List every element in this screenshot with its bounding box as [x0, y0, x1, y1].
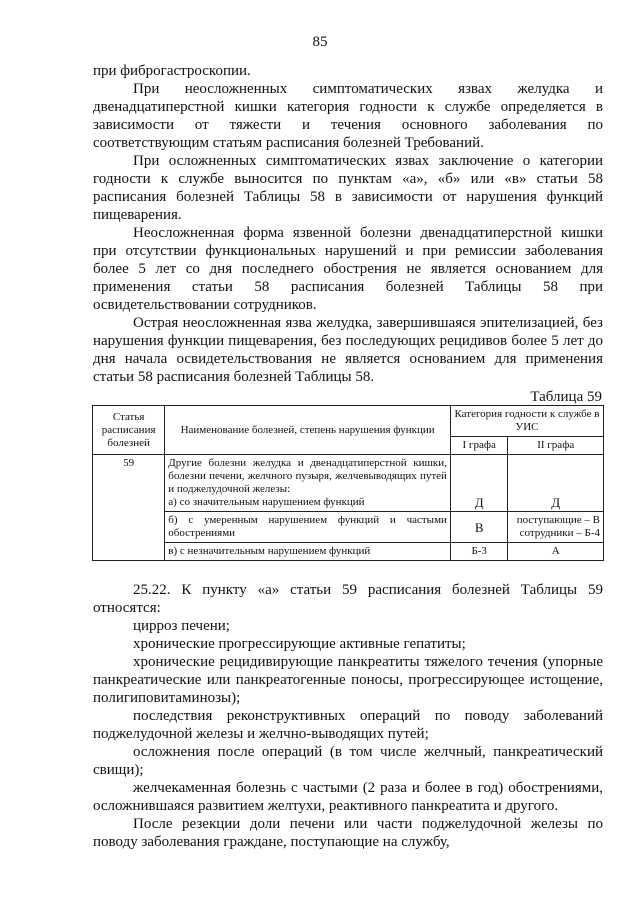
disease-table [92, 405, 604, 561]
paragraph: при фиброгастроскопии. [93, 63, 251, 79]
header-graph2: II графа [508, 437, 604, 455]
top-text-block [93, 62, 603, 386]
paragraph: Острая неосложненная язва желудка, завершившаяся эпителизацией, без нарушения функции пищеварения, без последующих рецидивов более 5 лет до дня начала освидетельствования не является основанием для применения статьи 58 расписания болезней Таблицы 58. [93, 315, 603, 385]
paragraph: хронические прогрессирующие активные гепатиты; [133, 636, 466, 652]
paragraph: хронические рецидивирующие панкреатиты тяжелого течения (упорные панкреатические или панкреатогенные поносы, прогрессирующее истощение, полигиповитаминозы); [93, 654, 603, 706]
row-b-name: б) с умеренным нарушением функций и частыми обострениями [165, 512, 451, 543]
header-category: Категория годности к службе в УИС [450, 406, 603, 437]
paragraph: последствия реконструктивных операций по поводу заболеваний поджелудочной железы и желчно-выводящих путей; [93, 708, 603, 742]
page-number: 85 [312, 34, 328, 50]
table-caption: Таблица 59 [530, 389, 602, 405]
paragraph: При осложненных симптоматических язвах заключение о категории годности к службе выносится по пунктам «а», «б» или «в» статьи 58 расписания болезней Таблицы 58 в зависимости от нарушения функций пищеварения. [93, 153, 603, 223]
row-c-name: в) с незначительным нарушением функций [165, 543, 451, 561]
table-intro: Другие болезни желудка и двенадцатиперстной кишки, болезни печени, желчного пузыря, желчевыводящих путей и поджелудочной железы: [168, 457, 447, 495]
paragraph: После резекции доли печени или части поджелудочной железы по поводу заболевания граждане, поступающие на службу, [93, 816, 603, 850]
table-intro-and-row-a [165, 455, 451, 512]
header-graph1: I графа [450, 437, 508, 455]
row-b-graph2: поступающие – В сотрудники – Б-4 [508, 512, 604, 543]
paragraph: цирроз печени; [133, 618, 230, 634]
row-c-graph2: А [508, 543, 604, 561]
paragraph: желчекаменная болезнь с частыми (2 раза и более в год) обострениями, осложнившаяся развитием желтухи, реактивного панкреатита и другого. [93, 780, 603, 814]
row-b-graph1: В [450, 512, 508, 543]
bottom-text-block [93, 581, 603, 851]
table-row [93, 455, 604, 512]
paragraph: осложнения после операций (в том числе желчный, панкреатический свищи); [93, 744, 603, 778]
table-header-row [93, 406, 604, 437]
table-row [93, 543, 604, 561]
paragraph: Неосложненная форма язвенной болезни двенадцатиперстной кишки при отсутствии функциональных нарушений и при ремиссии заболевания более 5 лет со дня последнего обострения не является основанием для применения статьи 58 расписания болезней Таблицы 58 при освидетельствовании сотрудников. [93, 225, 603, 313]
header-article: Статья расписания болезней [93, 406, 165, 455]
article-number: 59 [93, 455, 165, 561]
paragraph: При неосложненных симптоматических язвах желудка и двенадцатиперстной кишки категория годности к службе определяется в зависимости от тяжести и течения основного заболевания по соответствующим статьям расписания болезней Требований. [93, 81, 603, 151]
paragraph: 25.22. К пункту «а» статьи 59 расписания болезней Таблицы 59 относятся: [93, 582, 603, 616]
row-a-graph2: Д [508, 455, 604, 512]
header-name: Наименование болезней, степень нарушения функции [165, 406, 451, 455]
table-row [93, 512, 604, 543]
row-a-name: а) со значительным нарушением функций [168, 496, 365, 508]
row-c-graph1: Б-3 [450, 543, 508, 561]
row-a-graph1: Д [450, 455, 508, 512]
